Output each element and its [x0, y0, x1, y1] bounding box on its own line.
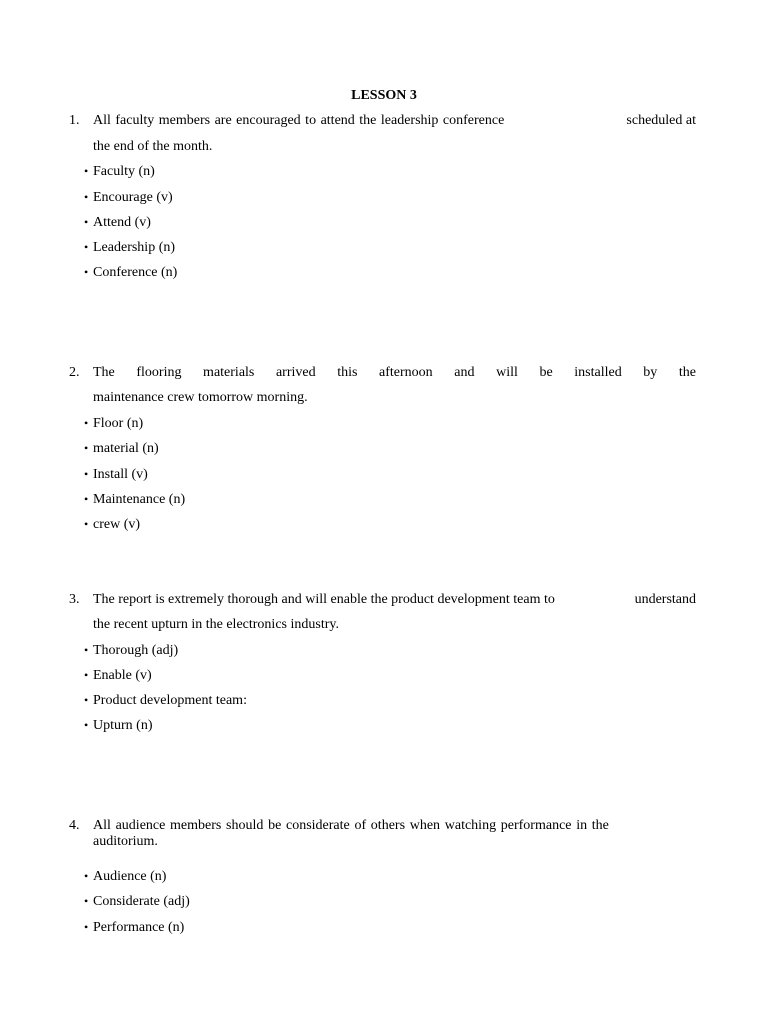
list-item: • Maintenance (n) [84, 492, 186, 507]
list-item: • Thorough (adj) [84, 643, 179, 658]
list-item: • Leadership (n) [84, 240, 176, 255]
question-3-text-a: The report is extremely thorough and will enable the product development team to [93, 592, 555, 607]
list-item: • Install (v) [84, 467, 148, 482]
list-item: • Performance (n) [84, 920, 185, 935]
list-item: • material (n) [84, 441, 159, 456]
question-1-text-a: All faculty members are encouraged to attend the leadership conference [93, 113, 505, 128]
list-item: • Encourage (v) [84, 190, 173, 205]
list-item: • Faculty (n) [84, 164, 155, 179]
bullet-icon: • [84, 920, 89, 934]
bullet-icon: • [84, 416, 89, 430]
bullet-icon: • [84, 693, 89, 707]
bullet-icon: • [84, 668, 89, 682]
bullet-icon: • [84, 467, 89, 481]
question-3-number: 3. [69, 592, 80, 607]
question-4-line-2: auditorium. [93, 834, 158, 849]
bullet-icon: • [84, 164, 89, 178]
question-1-line-1 [93, 113, 696, 129]
bullet-icon: • [84, 215, 89, 229]
question-3-line-1 [93, 592, 696, 608]
question-3-line-2: the recent upturn in the electronics industry. [93, 617, 339, 632]
list-item: • Enable (v) [84, 668, 152, 683]
question-4-line-1: All audience members should be considerate of others when watching performance in the [93, 818, 609, 833]
bullet-icon: • [84, 869, 89, 883]
bullet-icon: • [84, 265, 89, 279]
question-1-text-b: scheduled at [626, 113, 696, 128]
bullet-icon: • [84, 718, 89, 732]
list-item: • Upturn (n) [84, 718, 153, 733]
list-item: • Considerate (adj) [84, 894, 190, 909]
bullet-icon: • [84, 894, 89, 908]
bullet-icon: • [84, 492, 89, 506]
question-3-text-b: understand [634, 592, 696, 607]
list-item: • Conference (n) [84, 265, 178, 280]
bullet-icon: • [84, 190, 89, 204]
list-item: • Product development team: [84, 693, 247, 708]
bullet-icon: • [84, 240, 89, 254]
bullet-icon: • [84, 643, 89, 657]
question-1-line-2: the end of the month. [93, 139, 213, 154]
question-2-number: 2. [69, 365, 80, 380]
list-item: • crew (v) [84, 517, 141, 532]
list-item: • Floor (n) [84, 416, 144, 431]
question-1-number: 1. [69, 113, 80, 128]
page-title: LESSON 3 [351, 88, 417, 103]
list-item: • Attend (v) [84, 215, 151, 230]
question-2-line-1: The flooring materials arrived this afternoon and will be installed by the [93, 365, 696, 380]
question-4-number: 4. [69, 818, 80, 833]
bullet-icon: • [84, 517, 89, 531]
list-item: • Audience (n) [84, 869, 167, 884]
question-2-line-2: maintenance crew tomorrow morning. [93, 390, 308, 405]
bullet-icon: • [84, 441, 89, 455]
